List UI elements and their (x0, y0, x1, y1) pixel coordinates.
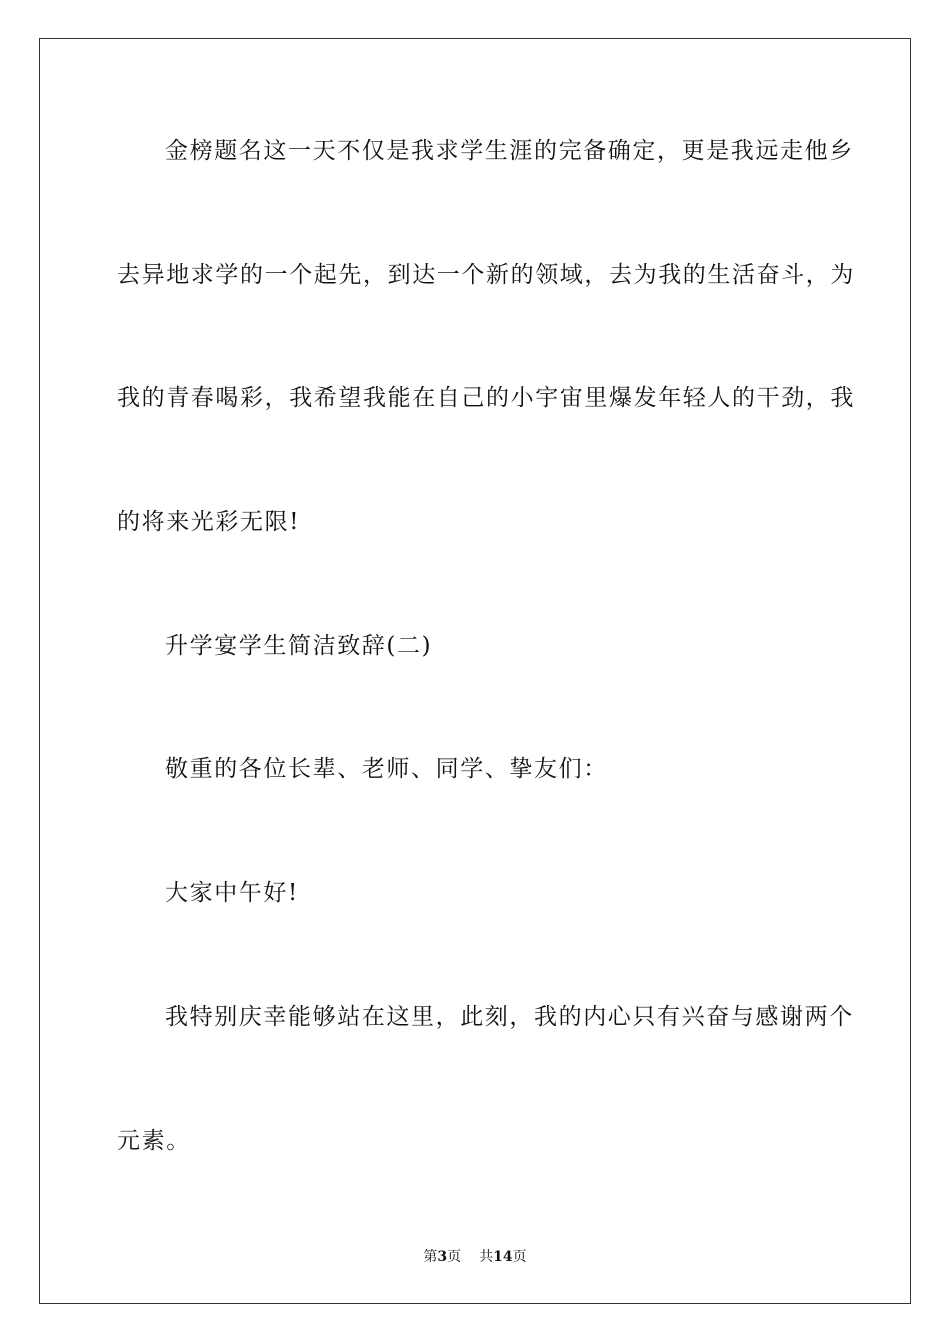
page-suffix: 页 (447, 1249, 462, 1265)
paragraph-line-3: 我的青春喝彩，我希望我能在自己的小宇宙里爆发年轻人的干劲，我 (117, 385, 855, 411)
page-footer (0, 1248, 950, 1266)
total-suffix: 页 (512, 1249, 527, 1265)
page-number: 3 (437, 1249, 448, 1265)
page-prefix: 第 (423, 1249, 438, 1265)
paragraph-line-6: 元素。 (117, 1128, 191, 1154)
paragraph-line-1: 金榜题名这一天不仅是我求学生涯的完备确定，更是我远走他乡 (165, 138, 854, 164)
page-border (39, 38, 911, 1304)
greeting: 大家中午好! (165, 880, 299, 906)
paragraph-line-4: 的将来光彩无限! (117, 509, 301, 535)
total-pages: 14 (493, 1249, 513, 1265)
total-prefix: 共 (479, 1249, 494, 1265)
salutation: 敬重的各位长辈、老师、同学、挚友们： (165, 756, 608, 782)
paragraph-line-2: 去异地求学的一个起先，到达一个新的领域，去为我的生活奋斗，为 (117, 262, 855, 288)
paragraph-line-5: 我特别庆幸能够站在这里，此刻，我的内心只有兴奋与感谢两个 (165, 1004, 854, 1030)
section-heading: 升学宴学生简洁致辞(二) (165, 633, 433, 659)
